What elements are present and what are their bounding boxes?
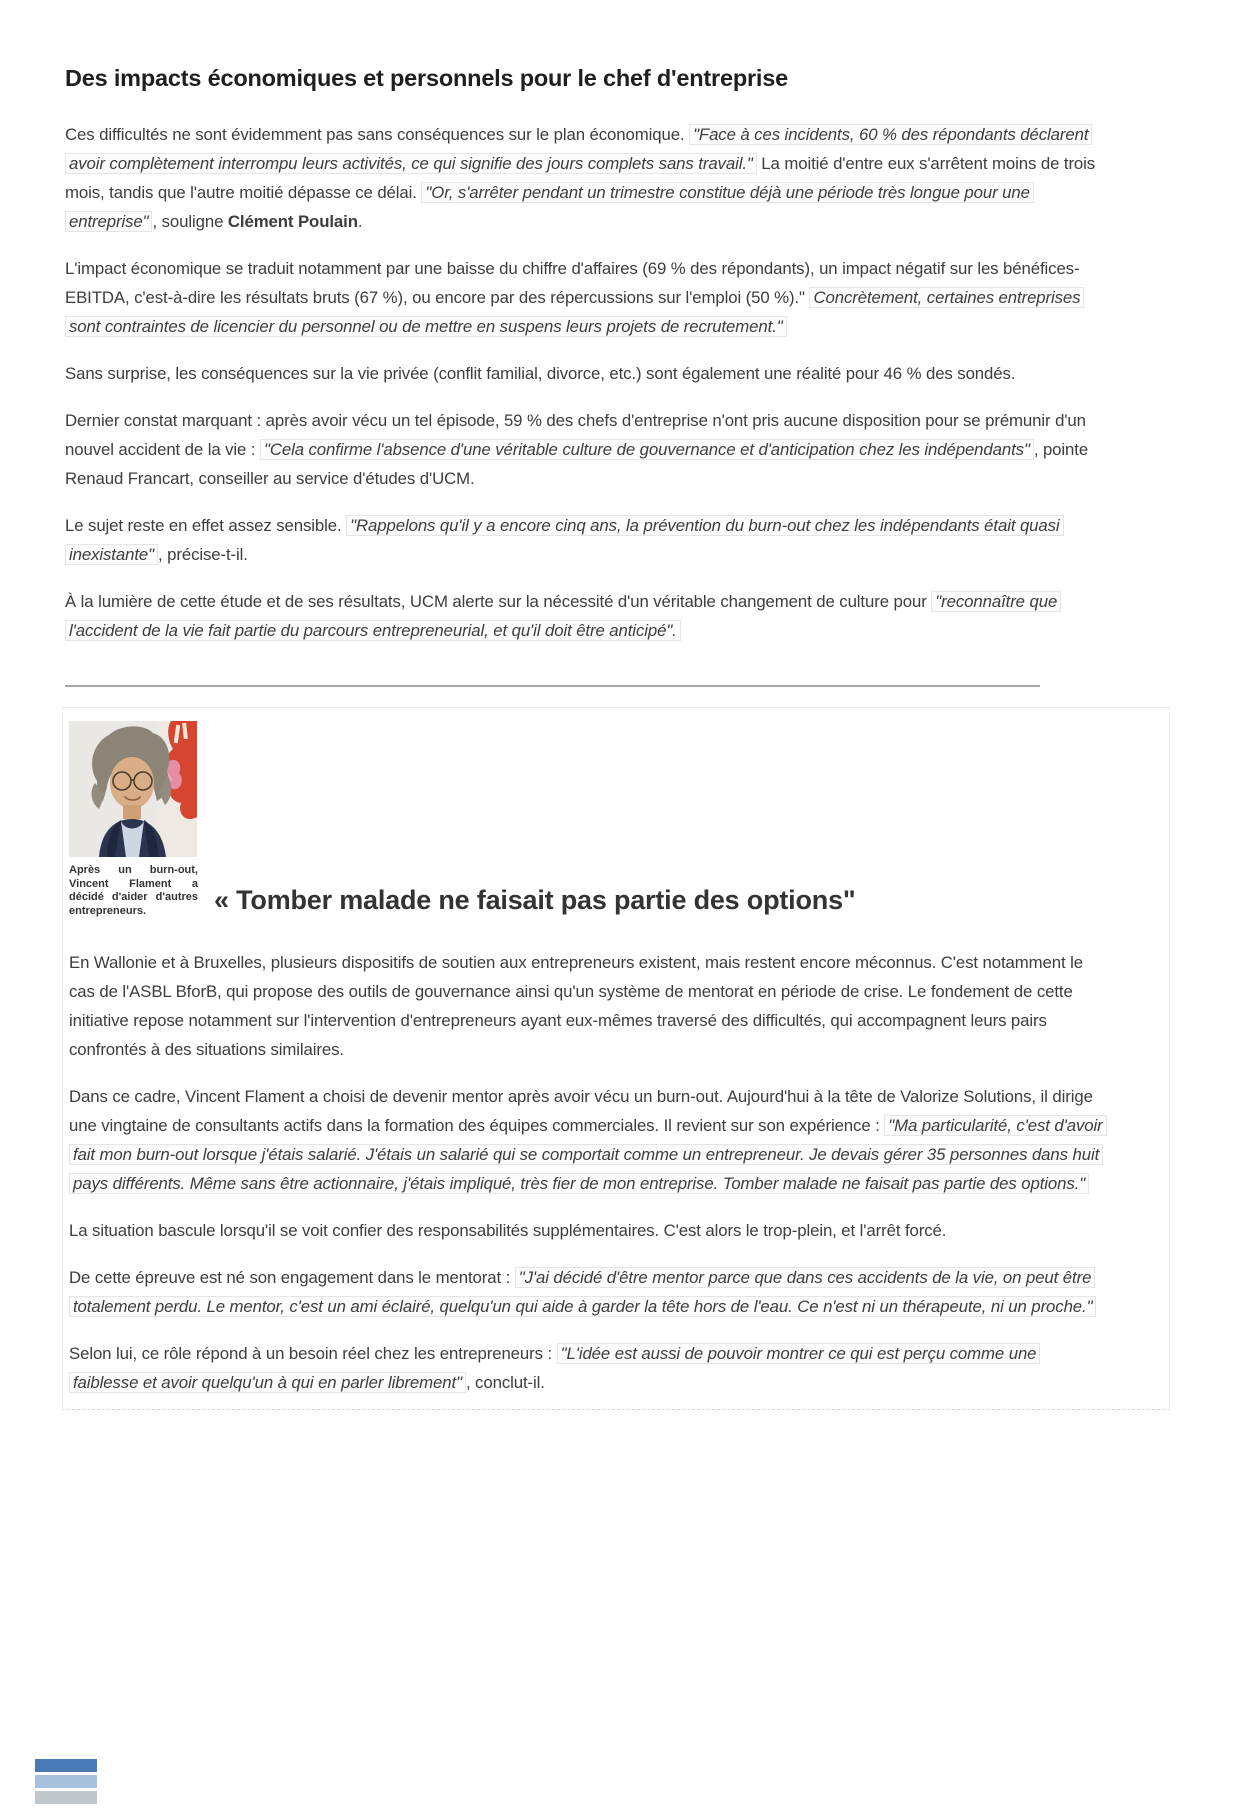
quoted-text: "Rappelons qu'il y a encore cinq ans, la prévention du burn-out chez les indépendants était quasi inexistante" [65, 515, 1064, 565]
section-impacts-body [65, 120, 1105, 645]
body-text: , souligne [152, 212, 228, 231]
body-text: Le sujet reste en effet assez sensible. [65, 516, 347, 535]
interview-title: « Tomber malade ne faisait pas partie des options" [214, 885, 856, 915]
quoted-text: "J'ai décidé d'être mentor parce que dans ces accidents de la vie, on peut être totalement perdu. Le mentor, c'est un ami éclairé, quelqu'un qui aide à garder la tête hors de l'eau. Ce n'est ni un thérapeute, ni un proche." [69, 1267, 1096, 1317]
body-text: , précise-t-il. [157, 545, 248, 564]
section-interview [62, 707, 1170, 1410]
body-text: Selon lui, ce rôle répond à un besoin réel chez les entrepreneurs : [69, 1344, 557, 1363]
quoted-text: "L'idée est aussi de pouvoir montrer ce qui est perçu comme une faiblesse et avoir quelqu'un à qui en parler librement" [69, 1343, 1040, 1393]
quoted-text: Concrètement, certaines entreprises sont contraintes de licencier du personnel ou de mettre en suspens leurs projets de recrutement." [65, 287, 1084, 337]
portrait-figure [69, 721, 198, 918]
color-bar [35, 1759, 97, 1772]
body-text: De cette épreuve est né son engagement dans le mentorat : [69, 1268, 515, 1287]
body-text: Sans surprise, les conséquences sur la vie privée (conflit familial, divorce, etc.) sont également une réalité pour 46 % des sondés. [65, 364, 1016, 383]
quoted-text: "Face à ces incidents, 60 % des répondants déclarent avoir complètement interrompu leurs activités, ce qui signifie des jours complets sans travail." [65, 124, 1092, 174]
body-text: Ces difficultés ne sont évidemment pas sans conséquences sur le plan économique. [65, 125, 690, 144]
body-text: Dans ce cadre, Vincent Flament a choisi de devenir mentor après avoir vécu un burn-out. Aujourd'hui à la tête de Valorize Solutions, il dirige une vingtaine de consultants actifs dans la formation des équipes commerciales. Il revient sur son expérience : [69, 1087, 1093, 1135]
body-text: . [357, 212, 363, 231]
paragraph [65, 587, 1105, 645]
paragraph [69, 1263, 1105, 1321]
section-divider [65, 685, 1040, 687]
body-text: L'impact économique se traduit notamment par une baisse du chiffre d'affaires (69 % des répondants), un impact négatif sur les bénéfices-EBITDA, c'est-à-dire les résultats bruts (67 %), ou encore par des répercussions sur l'emploi (50 %)." [65, 259, 1080, 307]
portrait-photo [69, 721, 197, 857]
section-title: Des impacts économiques et personnels pour le chef d'entreprise [65, 65, 789, 91]
body-text: La moitié d'entre eux s'arrêtent moins de trois mois, tandis que l'autre moitié dépasse ce délai. [65, 154, 1096, 202]
article-page [0, 64, 1240, 1410]
body-text: Dernier constat marquant : après avoir vécu un tel épisode, 59 % des chefs d'entreprise n'ont pris aucune disposition pour se prémunir d'un nouvel accident de la vie : [65, 411, 1086, 459]
section-impacts [65, 64, 1105, 645]
paragraph [69, 1339, 1105, 1397]
portrait-caption: Après un burn-out, Vincent Flament a décidé d'aider d'autres entrepreneurs. [69, 864, 198, 917]
page-bottom-bars [35, 1759, 97, 1804]
section-interview-body [69, 948, 1105, 1397]
body-text: À la lumière de cette étude et de ses résultats, UCM alerte sur la nécessité d'un véritable changement de culture pour [65, 592, 932, 611]
body-text: Clément Poulain [227, 212, 358, 231]
paragraph [69, 1216, 1105, 1245]
body-text: La situation bascule lorsqu'il se voit confier des responsabilités supplémentaires. C'est alors le trop-plein, et l'arrêt forcé. [69, 1221, 947, 1240]
color-bar [35, 1791, 97, 1804]
paragraph [69, 948, 1105, 1064]
body-text: En Wallonie et à Bruxelles, plusieurs dispositifs de soutien aux entrepreneurs existent, mais restent encore méconnus. C'est notamment le cas de l'ASBL BforB, qui propose des outils de gouvernance ainsi qu'un système de mentorat en période de crise. Le fondement de cette initiative repose notamment sur l'intervention d'entrepreneurs ayant eux-mêmes traversé des difficultés, qui accompagnent leurs pairs confrontés à des situations similaires. [69, 953, 1083, 1059]
paragraph [65, 359, 1105, 388]
paragraph [65, 511, 1105, 569]
body-text: , pointe Renaud Francart, conseiller au service d'études d'UCM. [65, 440, 1089, 488]
quoted-text: "Cela confirme l'absence d'une véritable culture de gouvernance et d'anticipation chez les indépendants" [260, 439, 1034, 460]
paragraph [65, 406, 1105, 493]
color-bar [35, 1775, 97, 1788]
quoted-text: "Ma particularité, c'est d'avoir fait mon burn-out lorsque j'étais salarié. J'étais un salarié qui se comportait comme un entrepreneur. Je devais gérer 35 personnes dans huit pays différents. Même sans être actionnaire, j'étais impliqué, très fier de mon entreprise. Tomber malade ne faisait pas partie des options." [69, 1115, 1107, 1194]
paragraph [69, 1082, 1105, 1198]
interview-header [69, 721, 1105, 918]
paragraph [65, 254, 1105, 341]
quoted-text: "reconnaître que l'accident de la vie fait partie du parcours entrepreneurial, et qu'il doit être anticipé". [65, 591, 1061, 641]
quoted-text: "Or, s'arrêter pendant un trimestre constitue déjà une période très longue pour une entreprise" [65, 182, 1034, 232]
body-text: , conclut-il. [465, 1373, 545, 1392]
paragraph [65, 120, 1105, 236]
